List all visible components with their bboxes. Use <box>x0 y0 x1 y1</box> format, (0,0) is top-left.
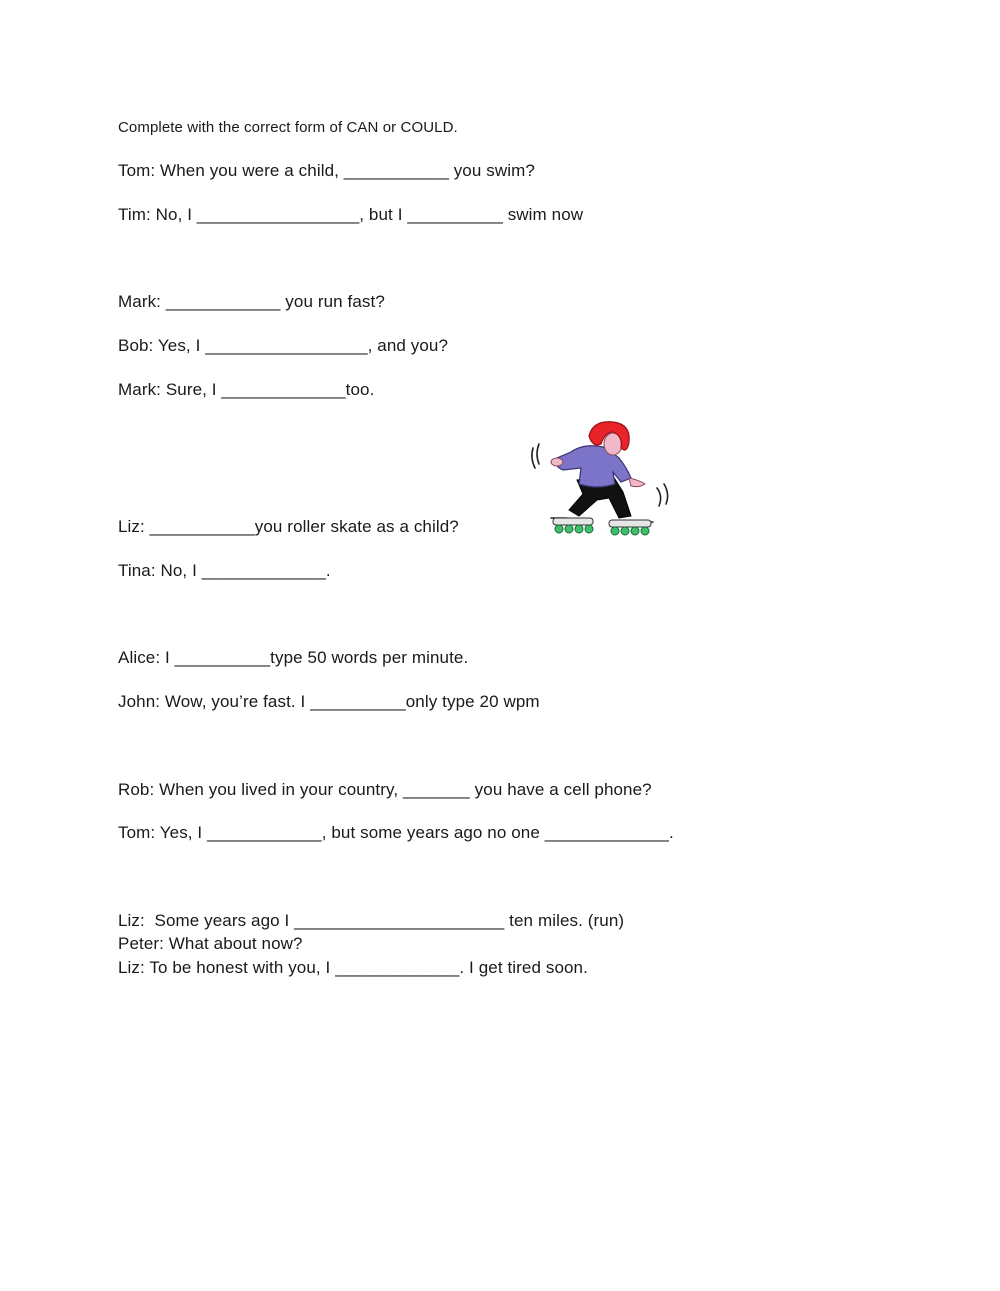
exercise-line: Mark: Sure, I _____________too. <box>118 380 375 399</box>
exercise-line: Alice: I __________type 50 words per minute. <box>118 648 469 667</box>
instruction-text: Complete with the correct form of CAN or COULD. <box>118 119 458 136</box>
exercise-line: Bob: Yes, I _________________, and you? <box>118 336 449 355</box>
exercise-line: Tom: Yes, I ____________, but some years ago no one _____________. <box>118 823 674 842</box>
exercise-line: Liz: ___________you roller skate as a child? <box>118 517 459 536</box>
exercise-line: Tom: When you were a child, ___________ you swim? <box>118 161 535 180</box>
exercise-line: Peter: What about now? <box>118 934 303 953</box>
exercise-line: Tina: No, I _____________. <box>118 561 331 580</box>
exercise-line: Rob: When you lived in your country, _______ you have a cell phone? <box>118 780 652 799</box>
exercise-line: Liz: To be honest with you, I _____________. I get tired soon. <box>118 958 588 977</box>
exercise-line: Liz: Some years ago I ______________________ ten miles. (run) <box>118 911 625 930</box>
exercise-line: Mark: ____________ you run fast? <box>118 292 385 311</box>
exercise-line: John: Wow, you’re fast. I __________only type 20 wpm <box>118 692 540 711</box>
roller-skater-icon <box>527 418 673 538</box>
exercise-line: Tim: No, I _________________, but I __________ swim now <box>118 205 584 224</box>
